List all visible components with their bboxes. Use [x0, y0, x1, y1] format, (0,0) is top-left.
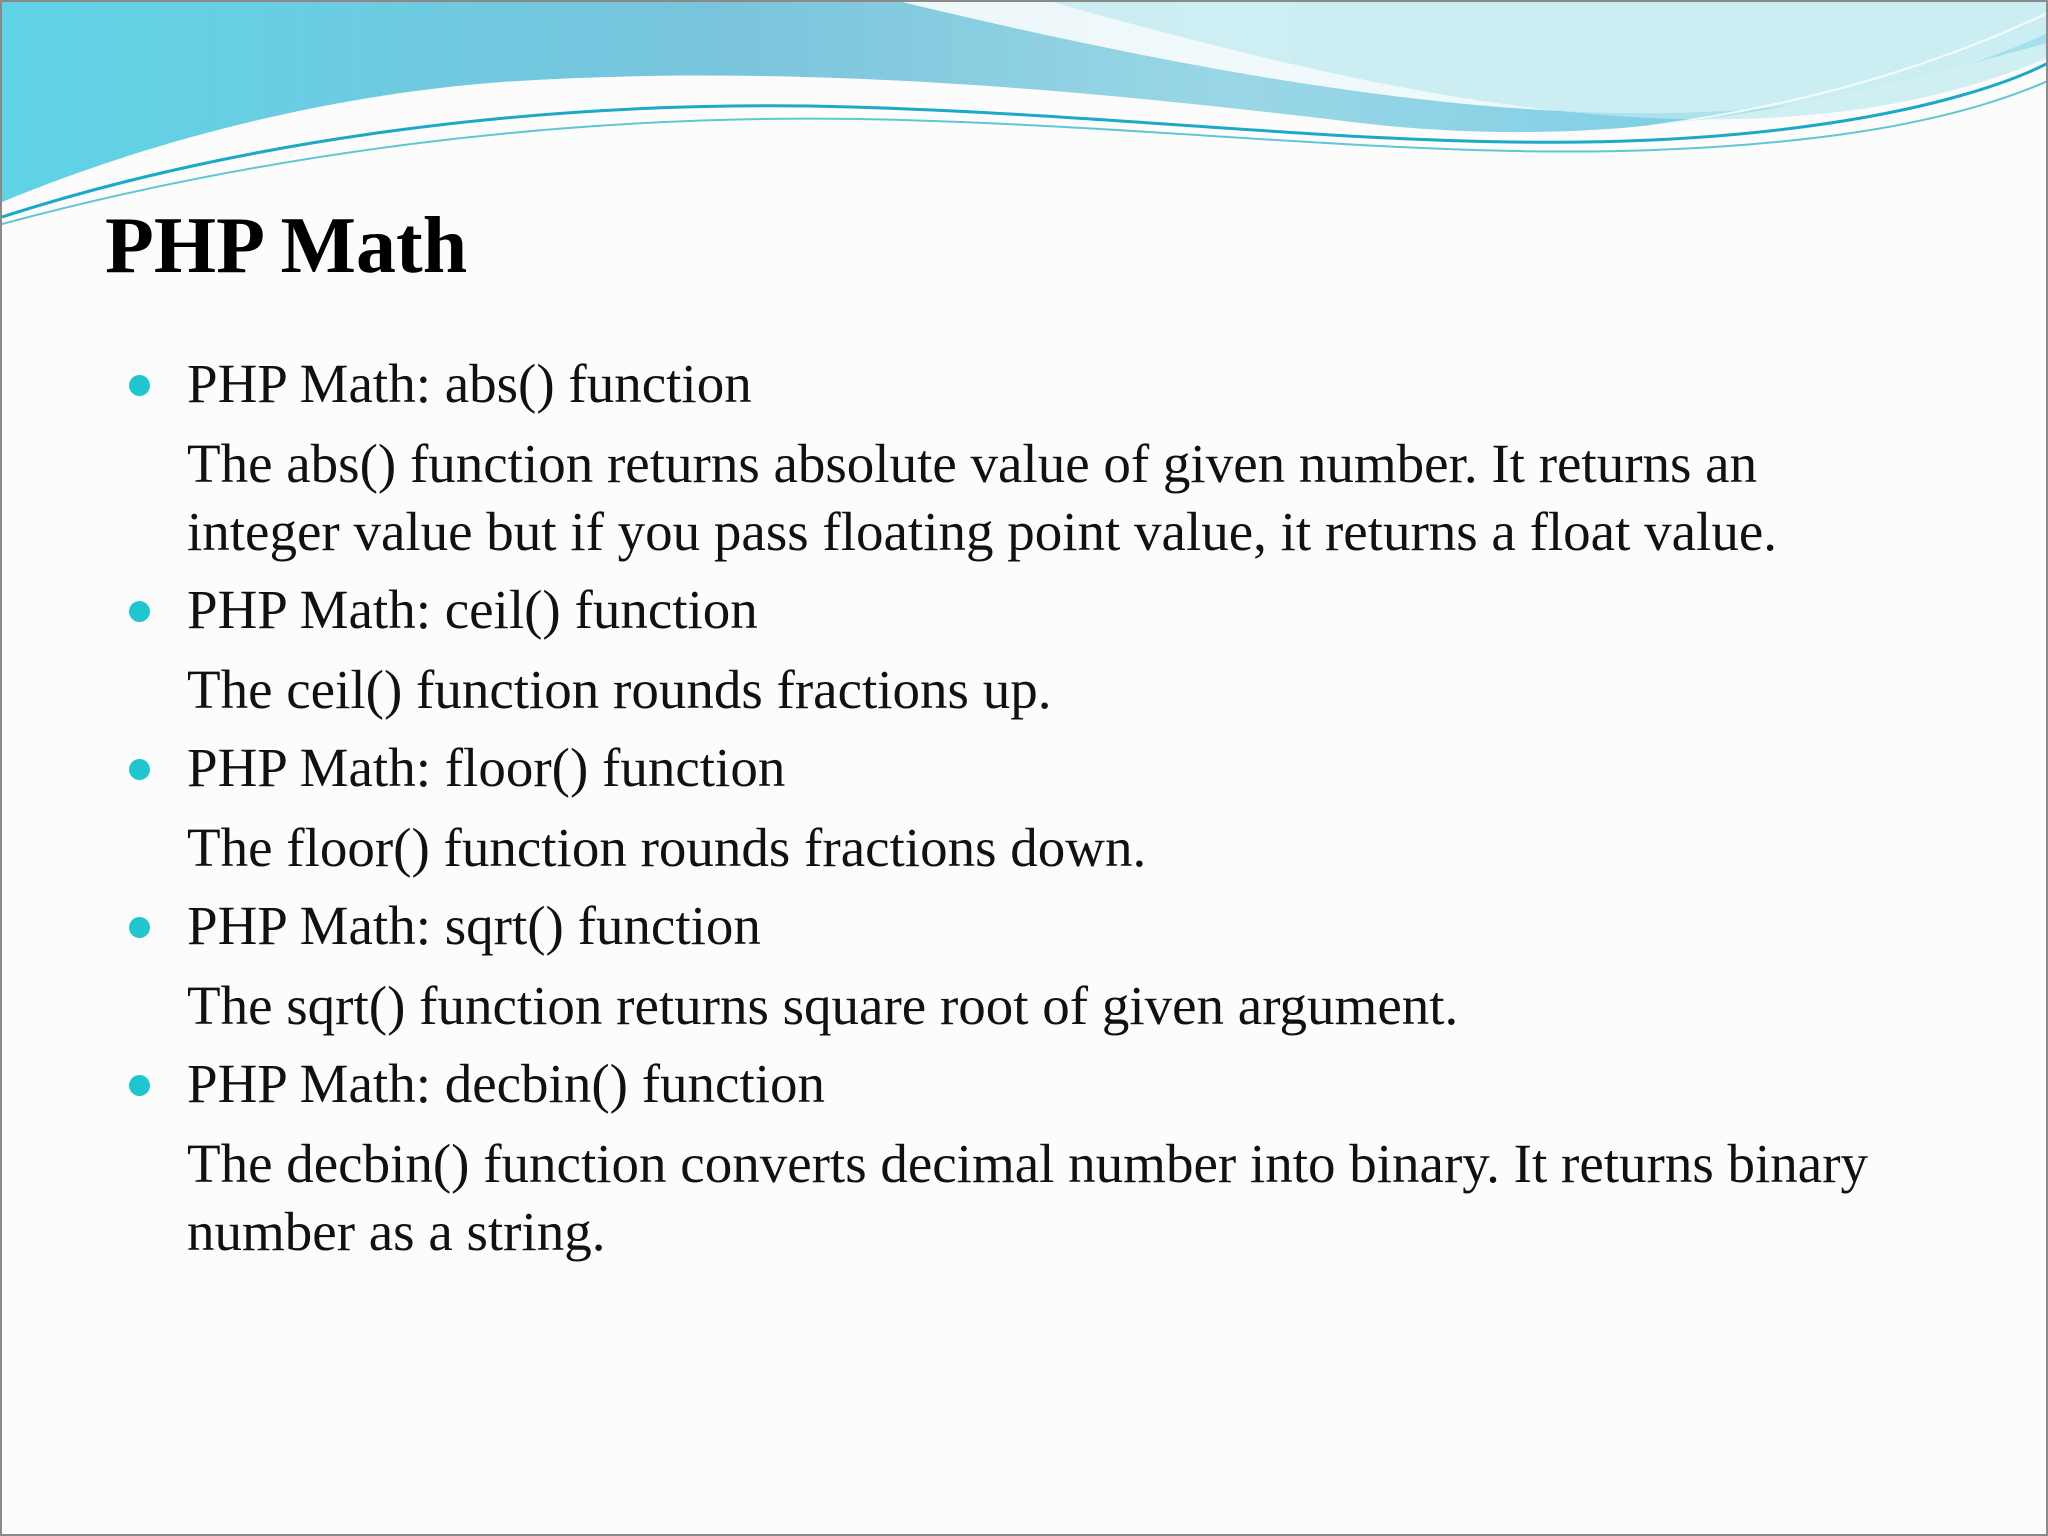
bullet-description: The abs() function returns absolute value of given number. It returns an integer value but if you pass floating point value, it returns a float value. — [187, 433, 1777, 562]
bullet-description: The decbin() function converts decimal number into binary. It returns binary number as a string. — [187, 1133, 1869, 1262]
bullet-heading-row — [127, 890, 1907, 962]
bullet-heading: PHP Math: ceil() function — [187, 579, 758, 640]
bullet-dot-icon — [129, 1075, 150, 1096]
bullet-description: The sqrt() function returns square root of given argument. — [187, 975, 1459, 1036]
list-item — [127, 348, 1907, 566]
list-item — [127, 574, 1907, 724]
bullet-heading: PHP Math: abs() function — [187, 353, 752, 414]
bullet-heading: PHP Math: floor() function — [187, 737, 786, 798]
bullet-heading: PHP Math: sqrt() function — [187, 895, 761, 956]
bullet-heading-row — [127, 348, 1907, 420]
bullet-dot-icon — [129, 375, 150, 396]
bullet-description: The floor() function rounds fractions down. — [187, 817, 1147, 878]
list-item — [127, 732, 1907, 882]
bullet-description: The ceil() function rounds fractions up. — [187, 659, 1052, 720]
bullet-heading-row — [127, 574, 1907, 646]
list-item — [127, 890, 1907, 1040]
bullet-dot-icon — [129, 917, 150, 938]
slide-title: PHP Math — [105, 202, 468, 290]
bullet-heading: PHP Math: decbin() function — [187, 1053, 826, 1114]
bullet-list — [127, 348, 1907, 1266]
bullet-heading-row — [127, 1048, 1907, 1120]
bullet-dot-icon — [129, 601, 150, 622]
bullet-dot-icon — [129, 759, 150, 780]
list-item — [127, 1048, 1907, 1266]
bullet-heading-row — [127, 732, 1907, 804]
